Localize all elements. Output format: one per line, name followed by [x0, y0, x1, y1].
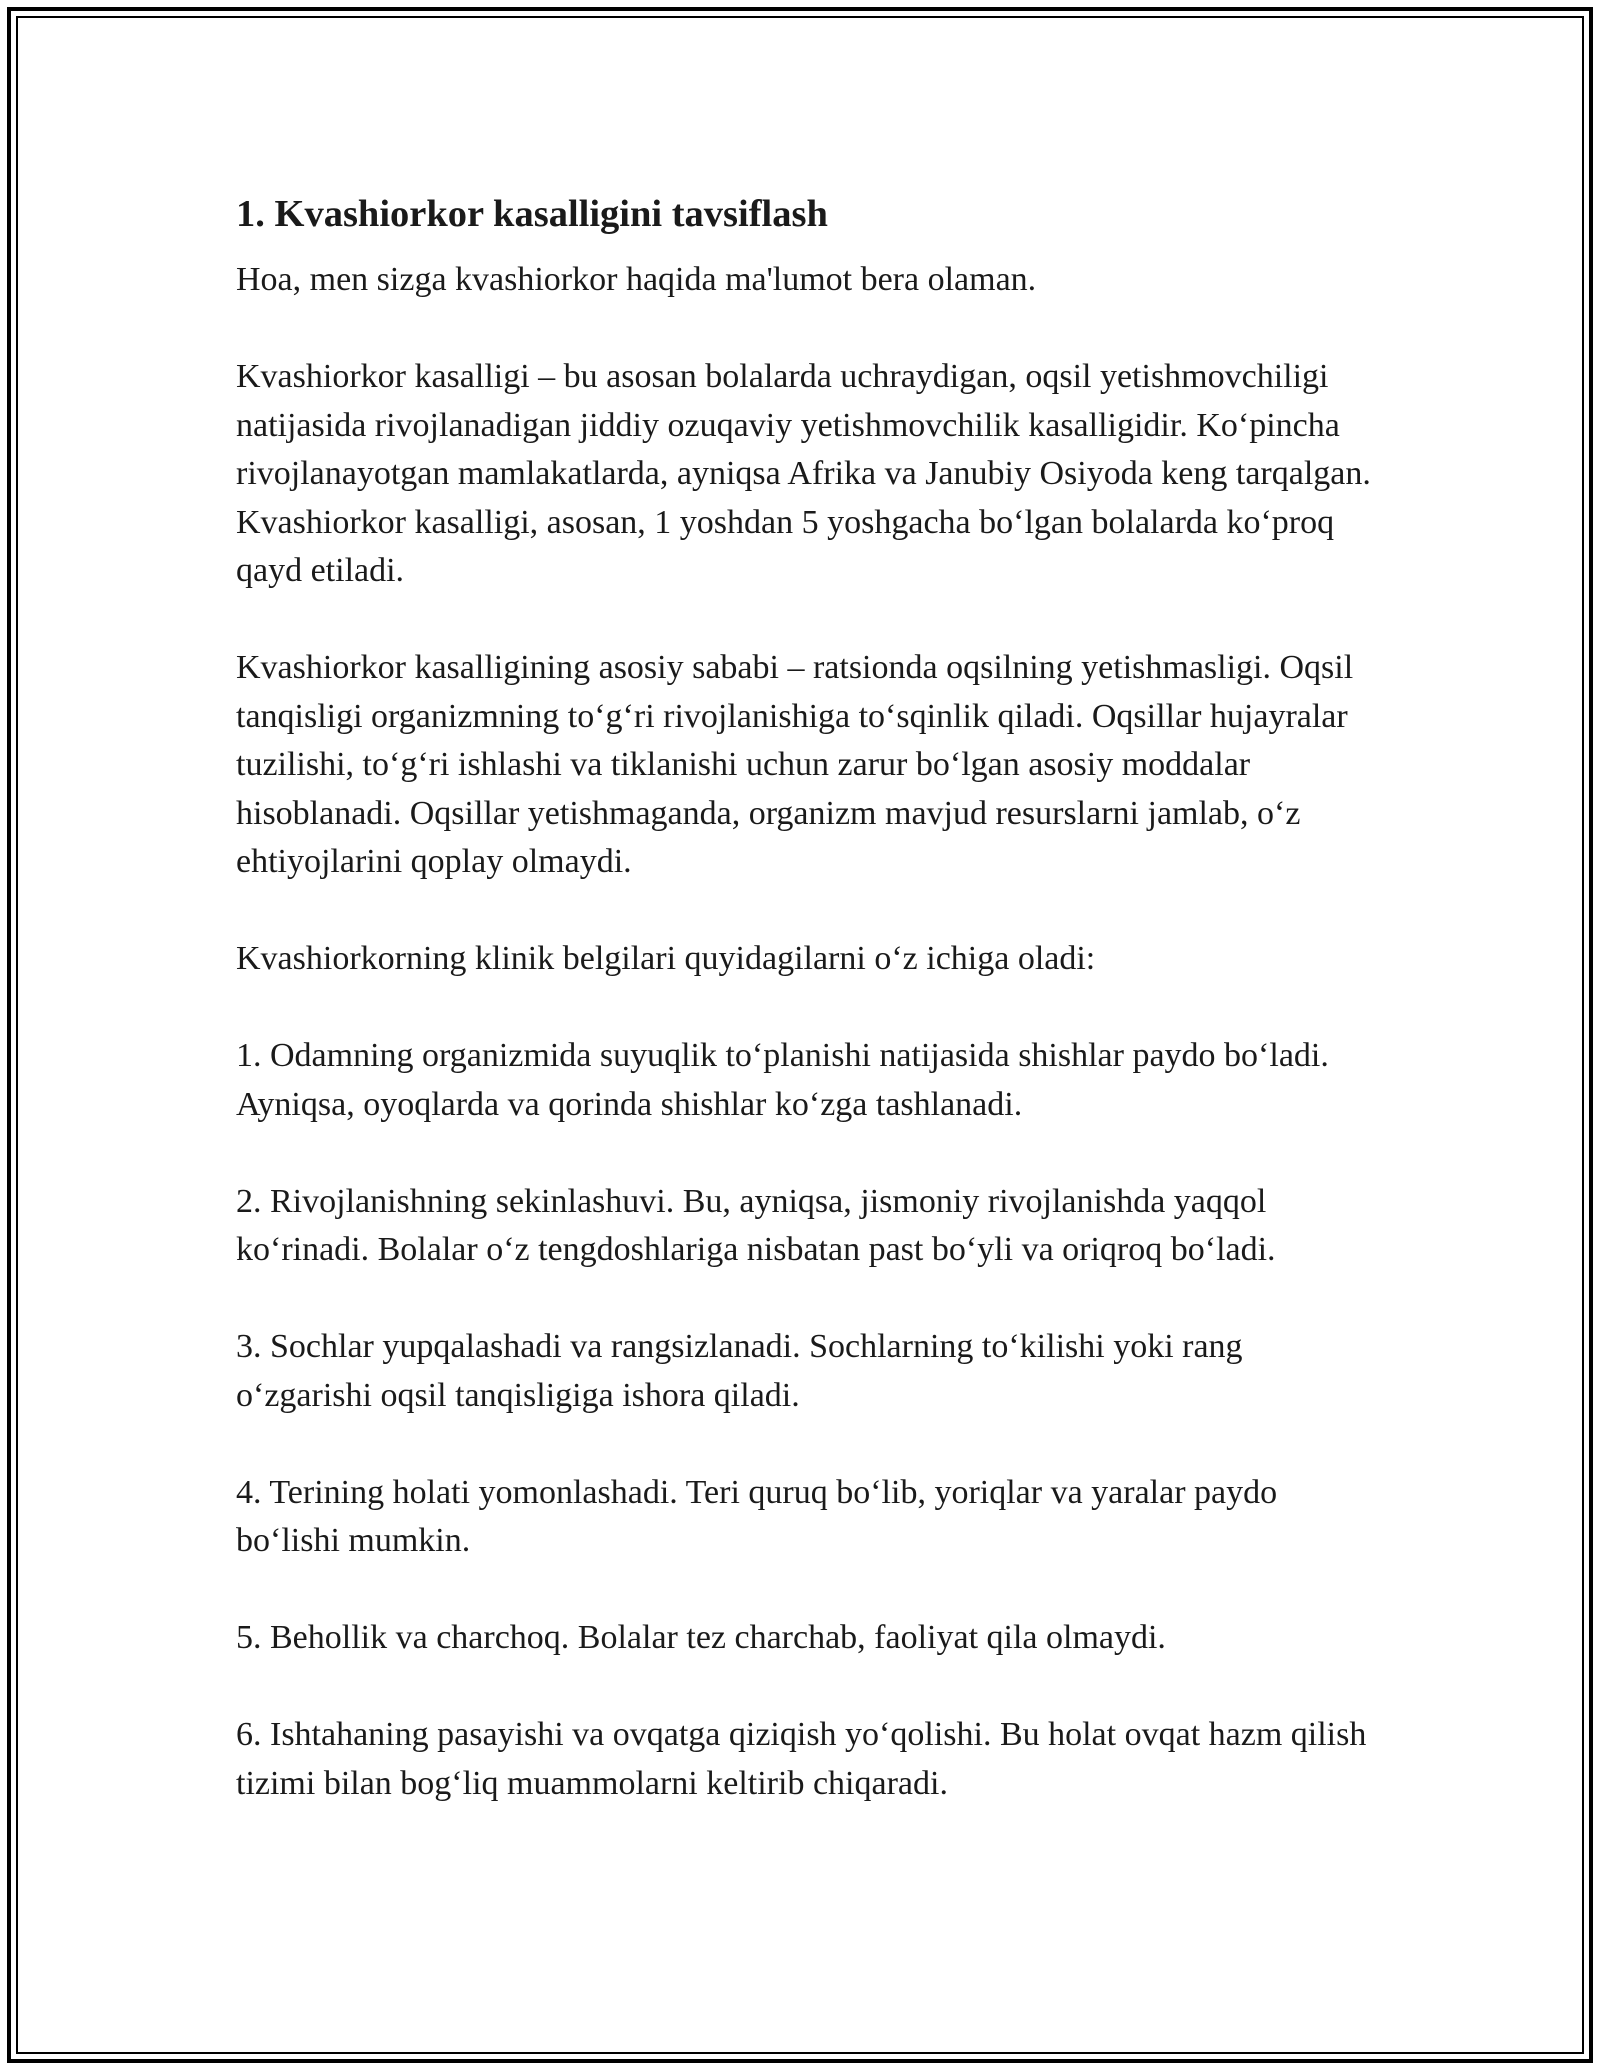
symptom-item-1: 1. Odamning organizmida suyuqlik to‘planishi natijasida shishlar paydo bo‘ladi. Ayniqsa, oyoqlarda va qorinda shishlar ko‘zga tashlanadi. [236, 1037, 1329, 1123]
intro-paragraph: Hoa, men sizga kvashiorkor haqida ma'lumot bera olaman. [236, 261, 1037, 298]
document-body [236, 180, 1386, 1857]
document-title: 1. Kvashiorkor kasalligini tavsiflash [236, 193, 828, 235]
symptom-item-3: 3. Sochlar yupqalashadi va rangsizlanadi. Sochlarning to‘kilishi yoki rang o‘zgarishi oqsil tanqisligiga ishora qiladi. [236, 1328, 1243, 1414]
symptoms-intro-paragraph: Kvashiorkorning klinik belgilari quyidagilarni o‘z ichiga oladi: [236, 940, 1096, 977]
symptom-item-5: 5. Behollik va charchoq. Bolalar tez charchab, faoliyat qila olmaydi. [236, 1619, 1166, 1656]
cause-paragraph: Kvashiorkor kasalligining asosiy sababi – ratsionda oqsilning yetishmasligi. Oqsil tanqisligi organizmning to‘g‘ri rivojlanishiga to‘sqinlik qiladi. Oqsillar hujayralar tuzilishi, to‘g‘ri ishlashi va tiklanishi uchun zarur bo‘lgan asosiy moddalar hisoblanadi. Oqsillar yetishmaganda, organizm mavjud resurslarni jamlab, o‘z ehtiyojlarini qoplay olmaydi. [236, 649, 1354, 880]
definition-paragraph: Kvashiorkor kasalligi – bu asosan bolalarda uchraydigan, oqsil yetishmovchiligi natijasida rivojlanadigan jiddiy ozuqaviy yetishmovchilik kasalligidir. Ko‘pincha rivojlanayotgan mamlakatlarda, ayniqsa Afrika va Janubiy Osiyoda keng tarqalgan. Kvashiorkor kasalligi, asosan, 1 yoshdan 5 yoshgacha bo‘lgan bolalarda ko‘proq qayd etiladi. [236, 358, 1371, 589]
symptom-item-4: 4. Terining holati yomonlashadi. Teri quruq bo‘lib, yoriqlar va yaralar paydo bo‘lishi mumkin. [236, 1473, 1278, 1559]
symptom-item-6: 6. Ishtahaning pasayishi va ovqatga qiziqish yo‘qolishi. Bu holat ovqat hazm qilish tizimi bilan bog‘liq muammolarni keltirib chiqaradi. [236, 1716, 1367, 1802]
symptom-item-2: 2. Rivojlanishning sekinlashuvi. Bu, ayniqsa, jismoniy rivojlanishda yaqqol ko‘rinadi. Bolalar o‘z tengdoshlariga nisbatan past bo‘yli va oriqroq bo‘ladi. [236, 1182, 1276, 1268]
